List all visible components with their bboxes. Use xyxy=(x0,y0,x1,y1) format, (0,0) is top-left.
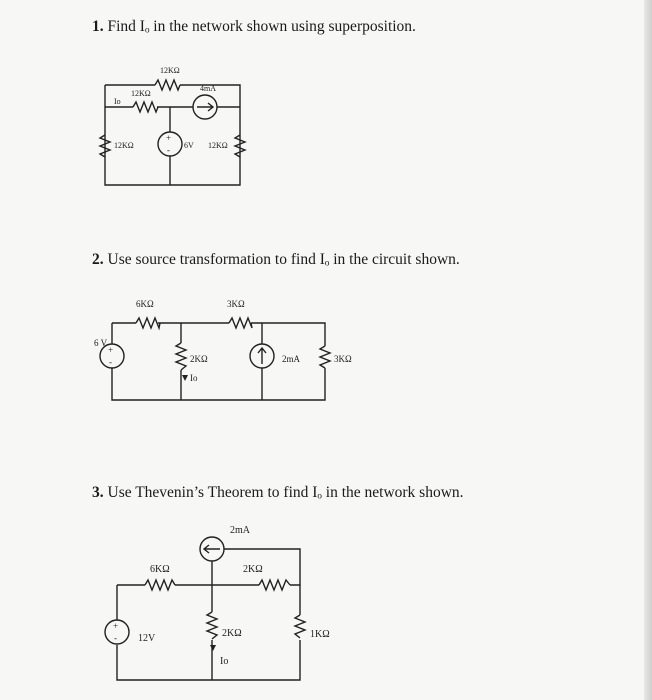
circuit-2-label-isrc: 2mA xyxy=(282,354,300,364)
circuit-3-label-io: Io xyxy=(220,656,229,667)
problem-1-statement: Find Iₒ in the network shown using superposition. xyxy=(107,18,416,35)
problem-1-number: 1. xyxy=(92,18,104,35)
circuit-1-label-r-right: 12KΩ xyxy=(208,141,228,150)
circuit-3-resistor-6k xyxy=(145,580,175,590)
circuit-3-label-1k: 1KΩ xyxy=(310,629,330,640)
circuit-2-label-6k: 6KΩ xyxy=(136,299,154,309)
problem-3-number: 3. xyxy=(92,484,104,501)
circuit-1-label-r-left: 12KΩ xyxy=(114,141,134,150)
circuit-3-label-2k-mid: 2KΩ xyxy=(222,628,242,639)
problem-2-statement: Use source transformation to find Iₒ in the circuit shown. xyxy=(107,251,460,268)
problem-2-number: 2. xyxy=(92,251,104,268)
circuit-3-label-vsrc: 12V xyxy=(138,633,156,644)
circuit-2-label-2k: 2KΩ xyxy=(190,354,208,364)
problem-3-statement: Use Thevenin’s Theorem to find Iₒ in the network shown. xyxy=(107,484,464,501)
circuit-1-label-io: Io xyxy=(114,97,121,106)
circuit-1-label-r-mid: 12KΩ xyxy=(131,89,151,98)
circuit-2-label-3k-right: 3KΩ xyxy=(334,354,352,364)
circuit-2-minus-icon: - xyxy=(109,357,112,367)
circuit-2-label-io: Io xyxy=(190,373,198,383)
circuit-3-minus-icon: - xyxy=(114,633,117,643)
circuit-3-label-isrc: 2mA xyxy=(230,525,250,536)
circuit-3-resistor-1k xyxy=(295,615,305,638)
circuit-1-plus-icon: + xyxy=(166,133,172,143)
circuit-1-label-r-top: 12KΩ xyxy=(160,66,180,75)
circuit-3-label-2k-top: 2KΩ xyxy=(243,564,263,575)
circuit-3-io-arrow-icon xyxy=(210,645,216,651)
circuit-2-label-vsrc: 6 V xyxy=(94,338,108,348)
circuit-1-label-isrc: 4mA xyxy=(200,84,216,93)
circuit-2-label-3k-top: 3KΩ xyxy=(227,299,245,309)
circuit-3-resistor-2k-mid xyxy=(207,612,217,639)
page-edge-shadow xyxy=(644,0,652,700)
circuit-3-plus-icon: + xyxy=(113,621,119,631)
circuit-3-label-6k: 6KΩ xyxy=(150,564,170,575)
circuit-3-resistor-2k-top xyxy=(259,580,290,590)
circuit-2-plus-icon: + xyxy=(108,345,114,355)
circuit-1-minus-icon: - xyxy=(167,145,170,155)
circuit-1-label-vsrc: 6V xyxy=(184,141,194,150)
